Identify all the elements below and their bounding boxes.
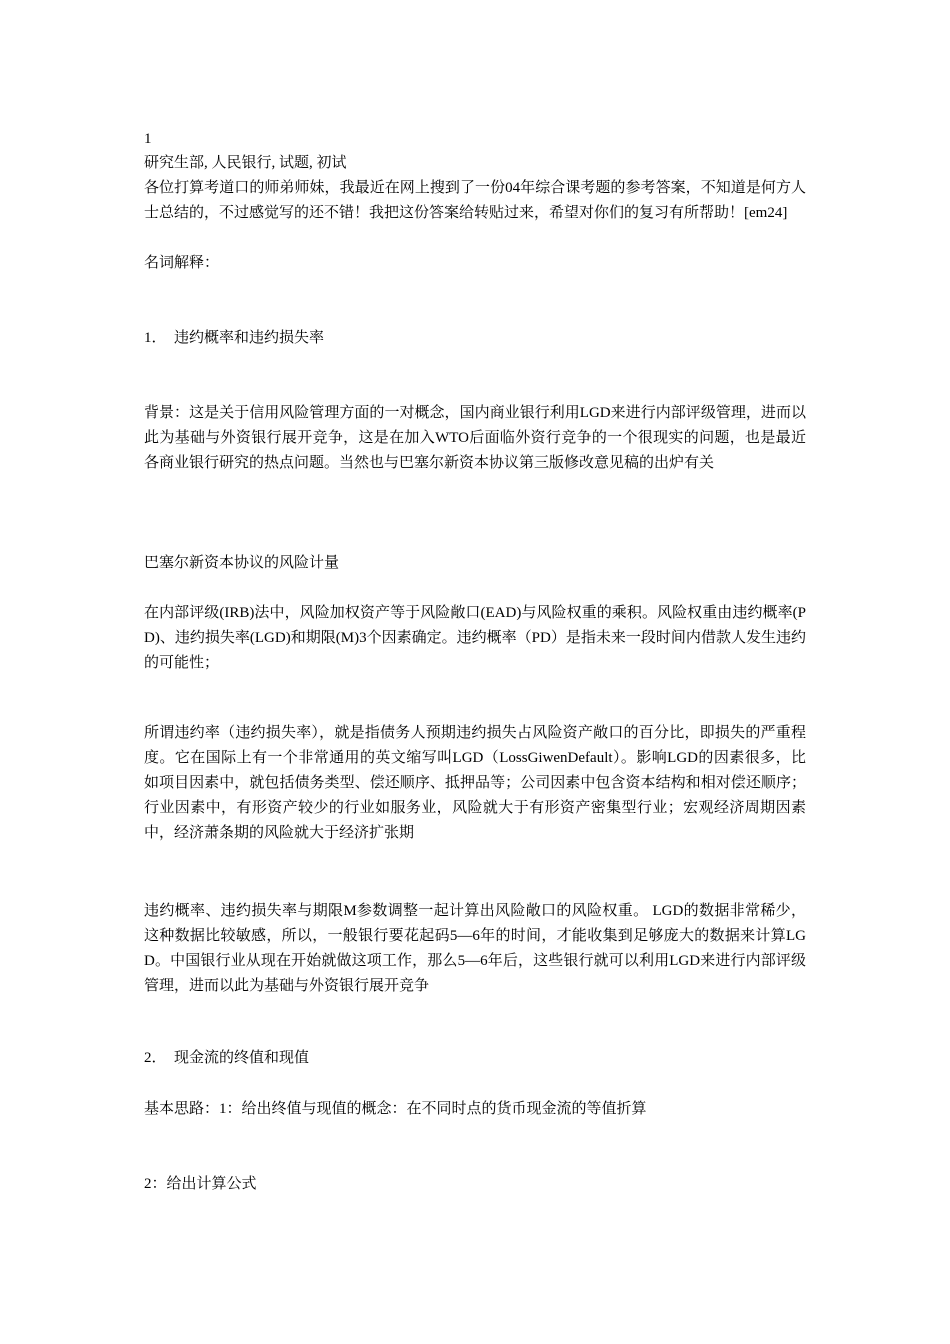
item-title: 违约概率和违约损失率 [174, 330, 325, 346]
idea-line-1: 基本思路：1：给出终值与现值的概念：在不同时点的货币现金流的等值折算 [144, 1101, 647, 1117]
page-number: 1 [144, 131, 152, 147]
basel-heading: 巴塞尔新资本协议的风险计量 [144, 555, 340, 571]
item-heading-1 [144, 326, 809, 350]
item-number: 1． [144, 330, 167, 346]
background-paragraph: 背景：这是关于信用风险管理方面的一对概念，国内商业银行利用LGD来进行内部评级管理，进而以此为基础与外资银行展开竞争，这是在加入WTO后面临外资行竞争的一个很现实的问题，也是最近各商业银行研究的热点问题。当然也与巴塞尔新资本协议第三版修改意见稿的出炉有关 [144, 405, 806, 471]
item-number: 2． [144, 1050, 167, 1066]
lgd-paragraph: 所谓违约率（违约损失率），就是指债务人预期违约损失占风险资产敞口的百分比，即损失的严重程度。它在国际上有一个非常通用的英文缩写叫LGD（LossGiwenDefault）。影响LGD的因素很多，比如项目因素中，就包括债务类型、偿还顺序、抵押品等；公司因素中包含资本结构和相对偿还顺序；行业因素中，有形资产较少的行业如服务业，风险就大于有形资产密集型行业；宏观经济周期因素中，经济萧条期的风险就大于经济扩张期 [144, 725, 806, 841]
section-label: 名词解释： [144, 255, 220, 271]
intro-paragraph: 各位打算考道口的师弟师妹，我最近在网上搜到了一份04年综合课考题的参考答案，不知道是何方人士总结的，不过感觉写的还不错！我把这份答案给转贴过来，希望对你们的复习有所帮助！[em24] [144, 180, 806, 221]
risk-weight-paragraph: 违约概率、违约损失率与期限M参数调整一起计算出风险敞口的风险权重。 LGD的数据非常稀少，这种数据比较敏感，所以，一般银行要花起码5—6年的时间，才能收集到足够庞大的数据来计算LGD。中国银行业从现在开始就做这项工作，那么5—6年后，这些银行就可以利用LGD来进行内部评级管理，进而以此为基础与外资银行展开竞争 [144, 903, 806, 994]
item-heading-2 [144, 1046, 809, 1070]
idea-line-2: 2：给出计算公式 [144, 1176, 257, 1192]
item-title: 现金流的终值和现值 [174, 1050, 310, 1066]
tag-line: 研究生部, 人民银行, 试题, 初试 [144, 155, 347, 171]
irb-paragraph: 在内部评级(IRB)法中，风险加权资产等于风险敞口(EAD)与风险权重的乘积。风险权重由违约概率(PD)、违约损失率(LGD)和期限(M)3个因素确定。违约概率（PD）是指未来一段时间内借款人发生违约的可能性； [144, 605, 806, 671]
